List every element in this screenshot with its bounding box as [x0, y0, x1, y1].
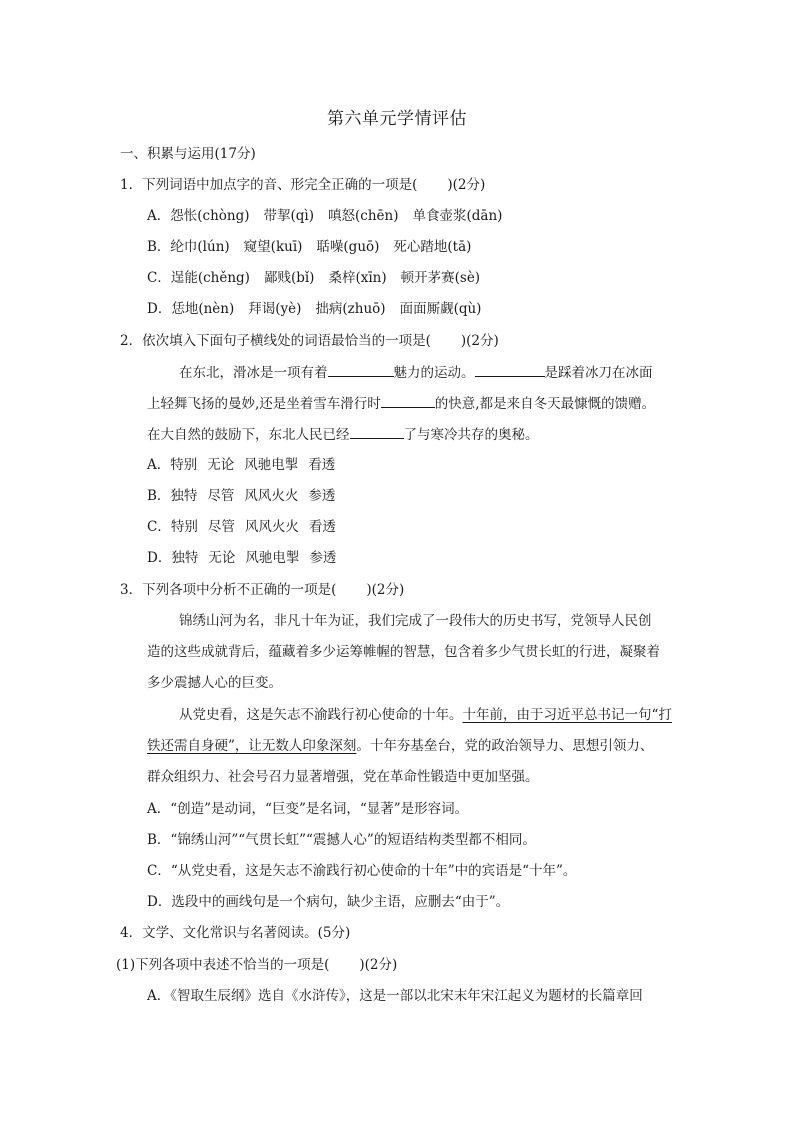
passage-line: [147, 736, 653, 756]
underlined-sentence: 铁还需自身硬”，让无数人印象深刻: [147, 738, 357, 754]
passage-line: 锦绣山河为名，非凡十年为证，我们完成了一段伟大的历史书写，党领导人民创: [179, 613, 652, 629]
passage-text: 从党史看，这是矢志不渝践行初心使命的十年。: [179, 707, 463, 723]
option-term: 无论: [207, 457, 235, 473]
option-term: A．特别: [147, 457, 198, 473]
question-1-option-b: [147, 237, 471, 257]
passage-text: 。十年夯基垒台，党的政治领导力、思想引领力、: [356, 738, 654, 754]
passage-line: [179, 362, 653, 383]
fill-blank: [350, 424, 404, 439]
option-term: 参透: [309, 550, 337, 566]
fill-blank: [381, 393, 435, 408]
option-term: 风风火火: [244, 519, 299, 535]
option-term: 拙病(zhuō): [315, 301, 386, 317]
question-3-points: )(2分): [366, 582, 405, 598]
passage-text: 了与寒冷共存的奥秘。: [403, 427, 539, 443]
question-2-option-b: [147, 486, 335, 506]
option-term: 风驰电掣: [245, 550, 300, 566]
option-term: 死心踏地(tā): [393, 239, 472, 255]
question-1-stem: [120, 175, 485, 195]
option-term: 面面厮觑(qù): [399, 301, 482, 317]
question-1-points: )(2分): [447, 177, 486, 193]
question-1-option-d: [147, 299, 481, 319]
question-2-stem: [120, 331, 499, 351]
question-2-option-c: [147, 517, 336, 537]
option-term: C．逞能(chěng): [147, 270, 250, 286]
passage-line: [147, 424, 539, 445]
question-1-option-c: [147, 268, 480, 288]
option-term: 无论: [208, 550, 236, 566]
question-4-sub-1: [116, 955, 397, 975]
option-term: 单食壶浆(dān): [412, 208, 503, 224]
question-3-option-a: A．“创造”是动词，“巨变”是名词，“显著”是形容词。: [147, 801, 469, 817]
question-3-option-b: B．“锦绣山河”“气贯长虹”“震撼人心”的短语结构类型都不相同。: [147, 832, 536, 848]
option-term: D．恁地(nèn): [147, 301, 235, 317]
passage-text: 上轻舞飞扬的曼妙,还是坐着雪车滑行时: [147, 396, 381, 412]
option-term: 看透: [308, 519, 336, 535]
option-term: 鄙贱(bǐ): [263, 270, 315, 286]
option-term: 嗔怒(chēn): [328, 208, 399, 224]
option-term: 桑梓(xīn): [328, 270, 387, 286]
option-term: 带挈(qì): [263, 208, 315, 224]
option-term: A．怨怅(chòng): [147, 208, 250, 224]
option-term: 拜谒(yè): [248, 301, 302, 317]
question-2-option-a: [147, 455, 335, 475]
question-2-stem-text: 2．依次填入下面句子横线处的词语最恰当的一项是(: [120, 333, 431, 349]
question-3-option-c: C．“从党史看，这是矢志不渝践行初心使命的十年”中的宾语是“十年”。: [147, 863, 577, 879]
question-4-option-a: A．《智取生辰纲》选自《水浒传》，这是一部以北宋末年宋江起义为题材的长篇章回: [147, 988, 643, 1004]
passage-line: 群众组织力、社会号召力显著增强，党在革命性锻造中更加坚强。: [147, 769, 539, 785]
passage-text: 是踩着冰刀在冰面: [544, 365, 653, 381]
question-2-points: )(2分): [460, 333, 499, 349]
option-term: 窥望(kuī): [243, 239, 303, 255]
option-term: D．独特: [147, 550, 199, 566]
option-term: C．特别: [147, 519, 198, 535]
option-term: 聒噪(guō): [316, 239, 380, 255]
passage-line: 造的这些成就背后，蕴藏着多少运筹帷幄的智慧，包含着多少气贯长虹的行进，凝聚着: [147, 644, 660, 660]
option-term: 参透: [308, 488, 336, 504]
fill-blank: [328, 362, 394, 377]
passage-line: [147, 393, 655, 414]
question-3-option-d: D．选段中的画线句是一个病句，缺少主语，应删去“由于”。: [147, 894, 510, 910]
question-4-sub-1-text: (1)下列各项中表述不恰当的一项是(: [116, 957, 330, 973]
option-term: 尽管: [207, 488, 235, 504]
question-1-option-a: [147, 206, 502, 226]
option-term: 风风火火: [244, 488, 299, 504]
passage-text: 在大自然的鼓励下，东北人民已经: [147, 427, 350, 443]
option-term: B．纶巾(lún): [147, 239, 230, 255]
option-term: 顿开茅赛(sè): [400, 270, 481, 286]
page-title: 第六单元学情评估: [327, 109, 467, 129]
option-term: 尽管: [207, 519, 235, 535]
section-heading: 一、积累与运用(17分): [120, 146, 256, 162]
passage-text: 的快意,都是来自冬天最慷慨的馈赠。: [434, 396, 656, 412]
question-4-sub-1-points: )(2分): [359, 957, 398, 973]
underlined-sentence: 十年前，由于习近平总书记一句“打: [462, 707, 672, 723]
passage-text: 在东北，滑冰是一项有着: [179, 365, 328, 381]
passage-line: 多少震撼人心的巨变。: [147, 675, 282, 691]
fill-blank: [475, 362, 545, 377]
passage-line: [179, 705, 672, 725]
passage-text: 魅力的运动。: [393, 365, 475, 381]
question-3-stem-text: 3．下列各项中分析不正确的一项是(: [120, 582, 337, 598]
option-term: 风驰电掣: [244, 457, 299, 473]
question-4-stem: 4．文学、文化常识与名著阅读。(5分): [120, 925, 351, 941]
option-term: B．独特: [147, 488, 198, 504]
question-3-stem: [120, 580, 404, 600]
question-2-option-d: [147, 548, 336, 568]
question-1-stem-text: 1．下列词语中加点字的音、形完全正确的一项是(: [120, 177, 418, 193]
option-term: 看透: [308, 457, 336, 473]
